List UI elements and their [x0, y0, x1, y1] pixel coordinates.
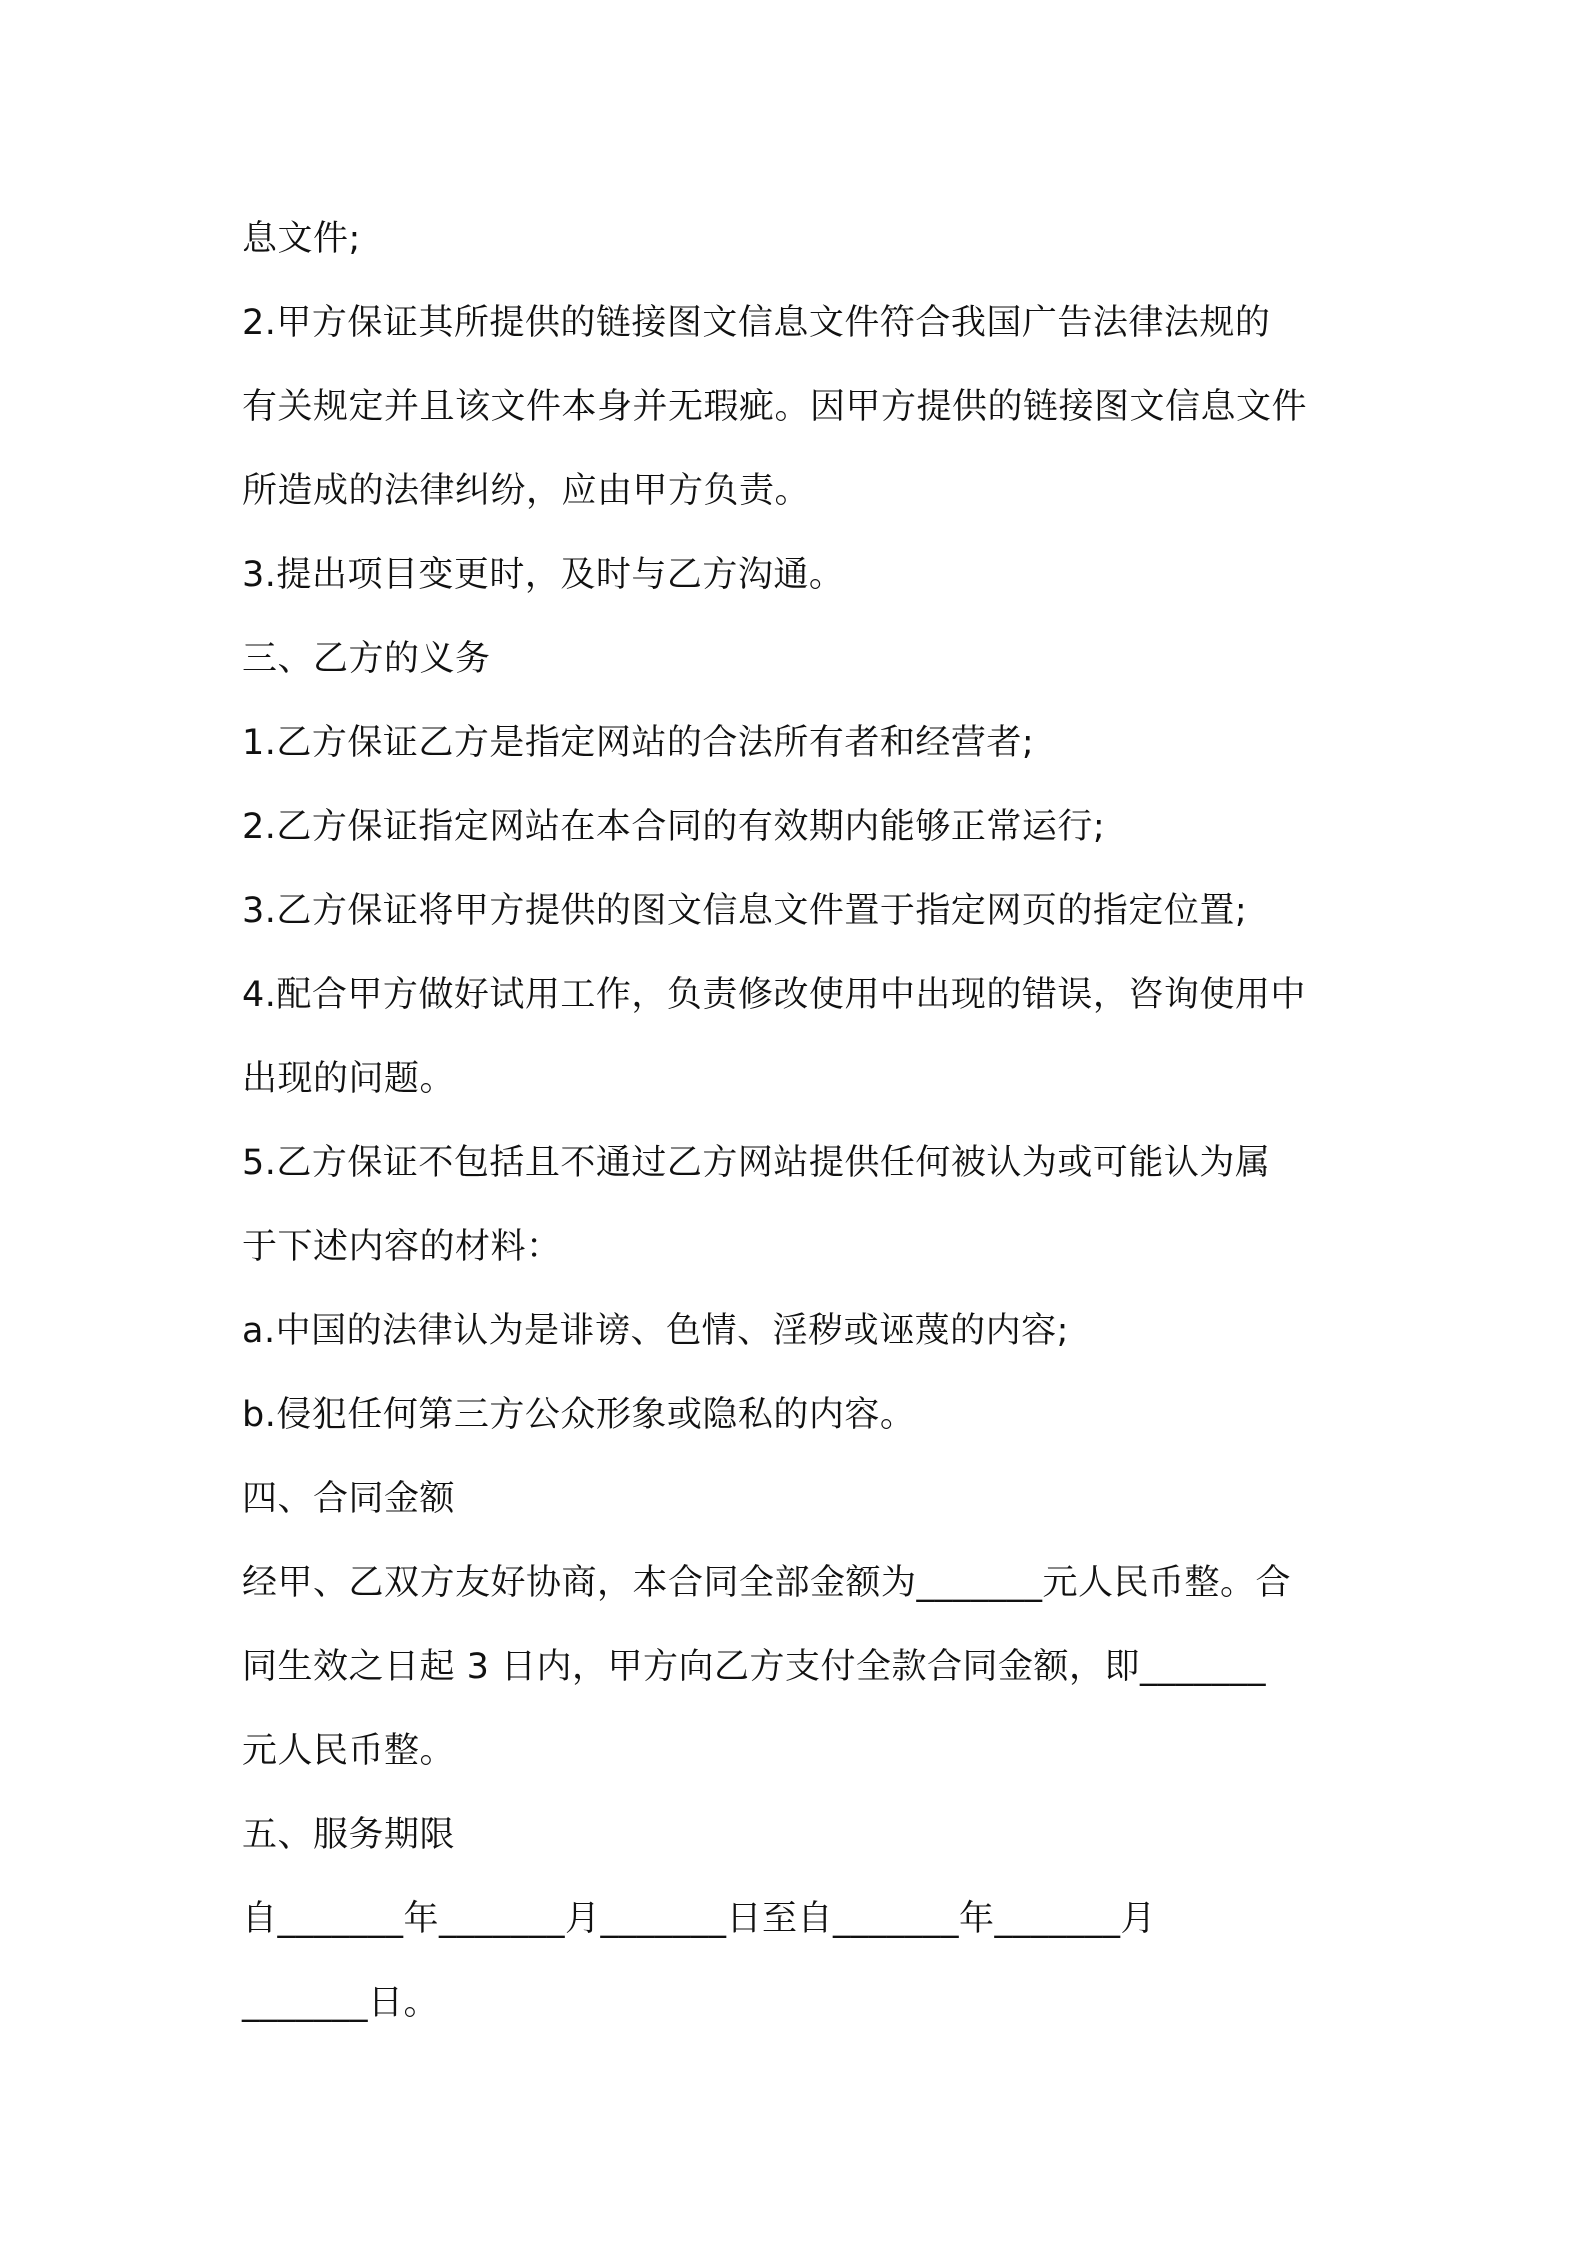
text-line: 5.乙方保证不包括且不通过乙方网站提供任何被认为或可能认为属: [242, 1143, 1271, 1183]
text-line: 所造成的法律纠纷，应由甲方负责。: [242, 471, 811, 511]
text-line: 1.乙方保证乙方是指定网站的合法所有者和经营者;: [242, 723, 1035, 763]
text-line: 元人民币整。: [242, 1731, 456, 1771]
text-line: 于下述内容的材料：: [242, 1227, 562, 1267]
text-line: 同生效之日起 3 日内，甲方向乙方支付全款合同金额，即_______: [242, 1647, 1267, 1687]
text-line: b.侵犯任何第三方公众形象或隐私的内容。: [242, 1395, 916, 1435]
text-line: 3.乙方保证将甲方提供的图文信息文件置于指定网页的指定位置;: [242, 891, 1248, 931]
section-heading: 三、乙方的义务: [242, 639, 491, 679]
text-line: 自_______年_______月_______日至自_______年_______月: [242, 1899, 1157, 1939]
text-line: 2.甲方保证其所提供的链接图文信息文件符合我国广告法律法规的: [242, 303, 1271, 343]
text-line: _______日。: [242, 1983, 440, 2023]
document-body: [242, 197, 1362, 2045]
text-line: 有关规定并且该文件本身并无瑕疵。因甲方提供的链接图文信息文件: [242, 387, 1308, 427]
text-line: a.中国的法律认为是诽谤、色情、淫秽或诬蔑的内容;: [242, 1311, 1069, 1351]
text-line: 息文件;: [242, 219, 361, 259]
section-heading: 五、服务期限: [242, 1815, 456, 1855]
section-heading: 四、合同金额: [242, 1479, 456, 1519]
text-line: 3.提出项目变更时，及时与乙方沟通。: [242, 555, 845, 595]
text-line: 4.配合甲方做好试用工作，负责修改使用中出现的错误，咨询使用中: [242, 975, 1306, 1015]
text-line: 2.乙方保证指定网站在本合同的有效期内能够正常运行;: [242, 807, 1106, 847]
text-line: 出现的问题。: [242, 1059, 456, 1099]
text-line: 经甲、乙双方友好协商，本合同全部金额为_______元人民币整。合: [242, 1563, 1292, 1603]
